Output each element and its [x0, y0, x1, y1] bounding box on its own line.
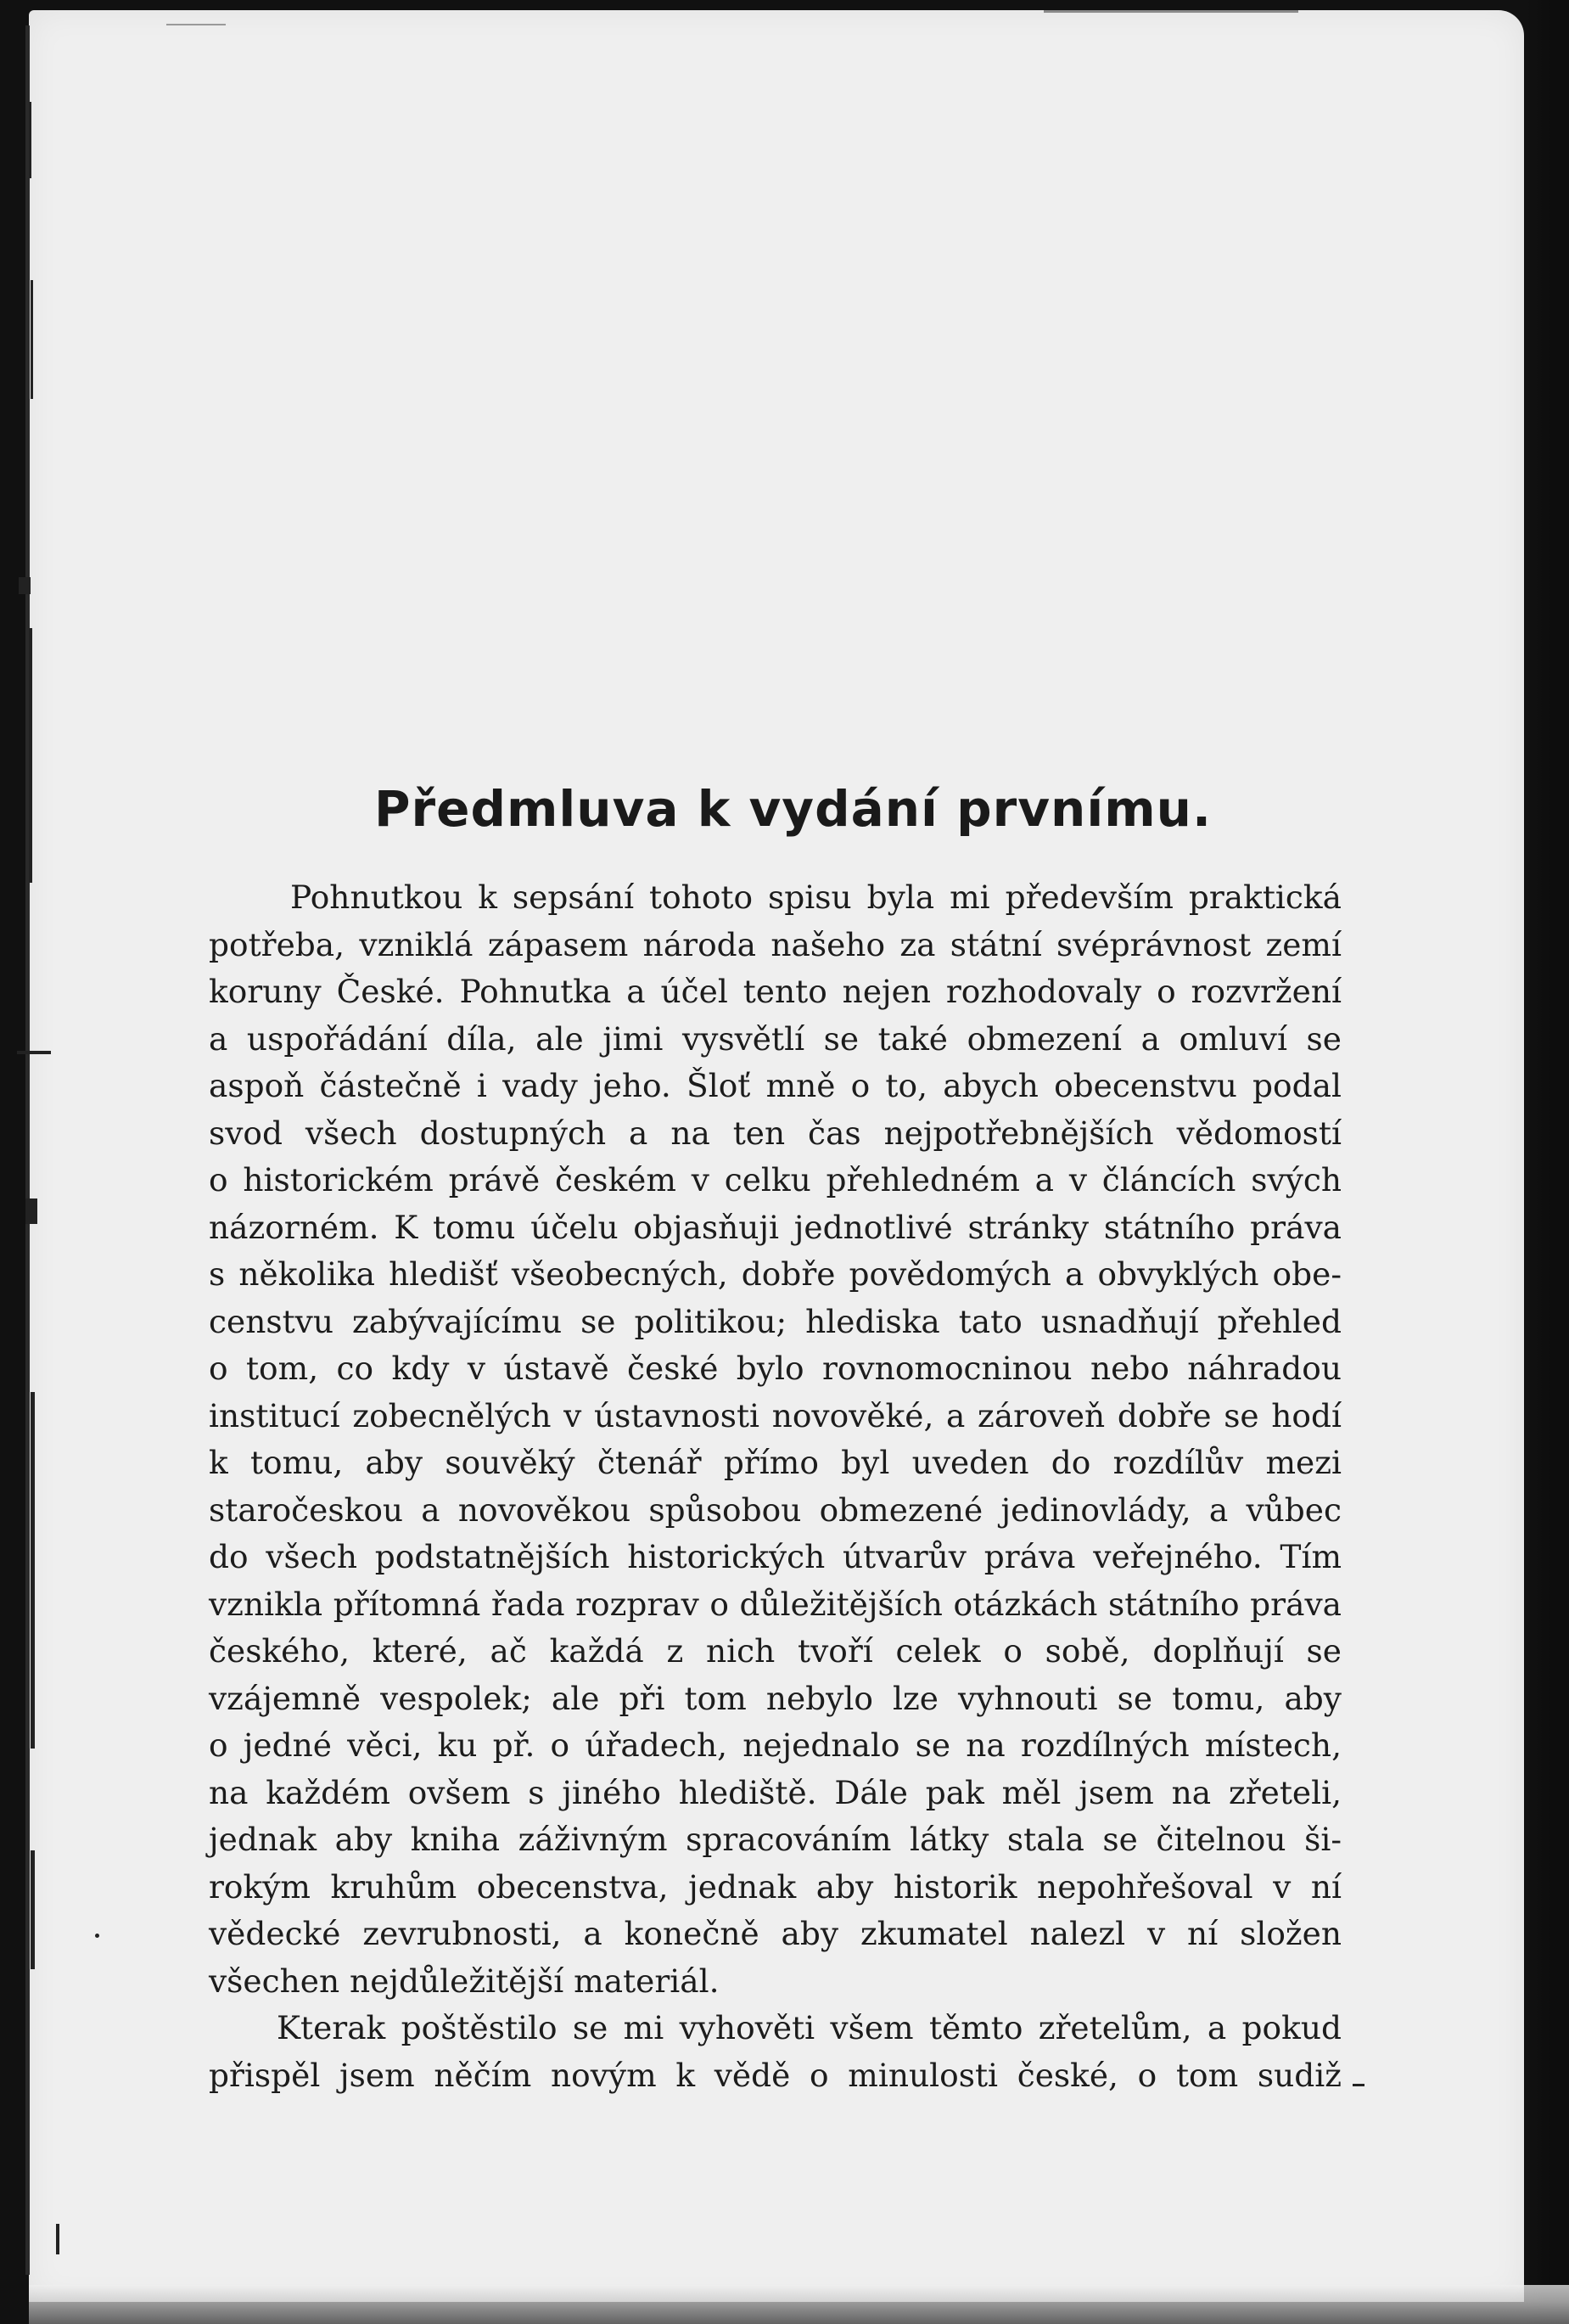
binding-mark [29, 628, 32, 883]
text-line: o jedné věci, ku př. o úřadech, nejednalo se na rozdílných místech, [209, 1726, 1342, 1764]
text-line: názorném. K tomu účelu objasňuji jednotlivé stránky státního práva [209, 1208, 1342, 1246]
binding-mark [31, 280, 33, 399]
text-line: vznikla přítomná řada rozprav o důležitějších otázkách státního práva [209, 1585, 1342, 1623]
body-text [209, 874, 1342, 2099]
binding-mark [95, 1934, 99, 1938]
text-line: jednak aby kniha záživným spracováním látky stala se čitelnou ši- [209, 1821, 1342, 1858]
top-edge-mark [166, 24, 226, 25]
paragraph [209, 2005, 1342, 2099]
binding-mark [19, 577, 31, 594]
text-line: a uspořádání díla, ale jimi vysvětlí se také obmezení a omluví se [209, 1019, 1342, 1058]
text-line: aspoň částečně i vady jeho. Šloť mně o to, abych obecenstvu podal [209, 1067, 1342, 1104]
binding-mark [31, 1850, 35, 1969]
text-line: vzájemně vespolek; ale při tom nebylo lze vyhnouti se tomu, aby [209, 1679, 1342, 1717]
binding-mark [31, 1392, 35, 1749]
binding-mark [29, 102, 31, 178]
bottom-page-edge [29, 2285, 1569, 2324]
text-line: o historickém právě českém v celku přehledném a v článcích svých [209, 1161, 1342, 1198]
text-line: koruny České. Pohnutka a účel tento nejen rozhodovaly o rozvržení [209, 973, 1342, 1010]
text-line: Kterak poštěstilo se mi vyhověti všem těmto zřetelům, a pokud [277, 2009, 1342, 2046]
binding-mark [17, 1051, 51, 1054]
right-page-shadow [1527, 0, 1569, 2324]
text-line: staročeskou a novověkou spůsobou obmezené jedinovlády, a vůbec [209, 1490, 1342, 1529]
paragraph [209, 874, 1342, 2005]
text-line: svod všech dostupných a na ten čas nejpotřebnějších vědomostí [209, 1114, 1342, 1152]
text-line: institucí zobecnělých v ústavnosti novověké, a zároveň dobře se hodí [209, 1396, 1342, 1434]
binding-mark [56, 2224, 59, 2254]
text-line: na každém ovšem s jiného hlediště. Dále pak měl jsem na zřeteli, [209, 1773, 1342, 1811]
text-line: českého, které, ač každá z nich tvoří celek o sobě, doplňují se [209, 1632, 1342, 1670]
text-line: přispěl jsem něčím novým k vědě o minulosti české, o tom sudiž [209, 2056, 1342, 2094]
binding-mark [25, 1198, 37, 1224]
right-edge-mark [1353, 2084, 1364, 2086]
text-line: vědecké zevrubnosti, a konečně aby zkumatel nalezl v ní složen [209, 1915, 1342, 1952]
text-line: všechen nejdůležitější materiál. [209, 1962, 720, 2000]
text-line: Pohnutkou k sepsání tohoto spisu byla mi především praktická [290, 879, 1342, 916]
text-line: do všech podstatnějších historických útvarův práva veřejného. Tím [209, 1538, 1342, 1575]
top-edge-mark [1044, 10, 1298, 13]
text-line: rokým kruhům obecenstva, jednak aby historik nepohřešoval v ní [209, 1867, 1342, 1906]
page-title: Předmluva k vydání prvnímu. [374, 779, 1212, 838]
text-line: o tom, co kdy v ústavě české bylo rovnomocninou nebo náhradou [209, 1350, 1342, 1387]
text-line: k tomu, aby souvěký čtenář přímo byl uveden do rozdílův mezi [209, 1444, 1342, 1481]
text-line: s několika hledišť všeobecných, dobře povědomých a obvyklých obe- [209, 1255, 1342, 1293]
text-line: potřeba, vzniklá zápasem národa našeho za státní svéprávnost zemí [209, 925, 1342, 963]
binding-mark [25, 25, 30, 2275]
text-line: censtvu zabývajícímu se politikou; hlediska tato usnadňují přehled [209, 1302, 1342, 1340]
